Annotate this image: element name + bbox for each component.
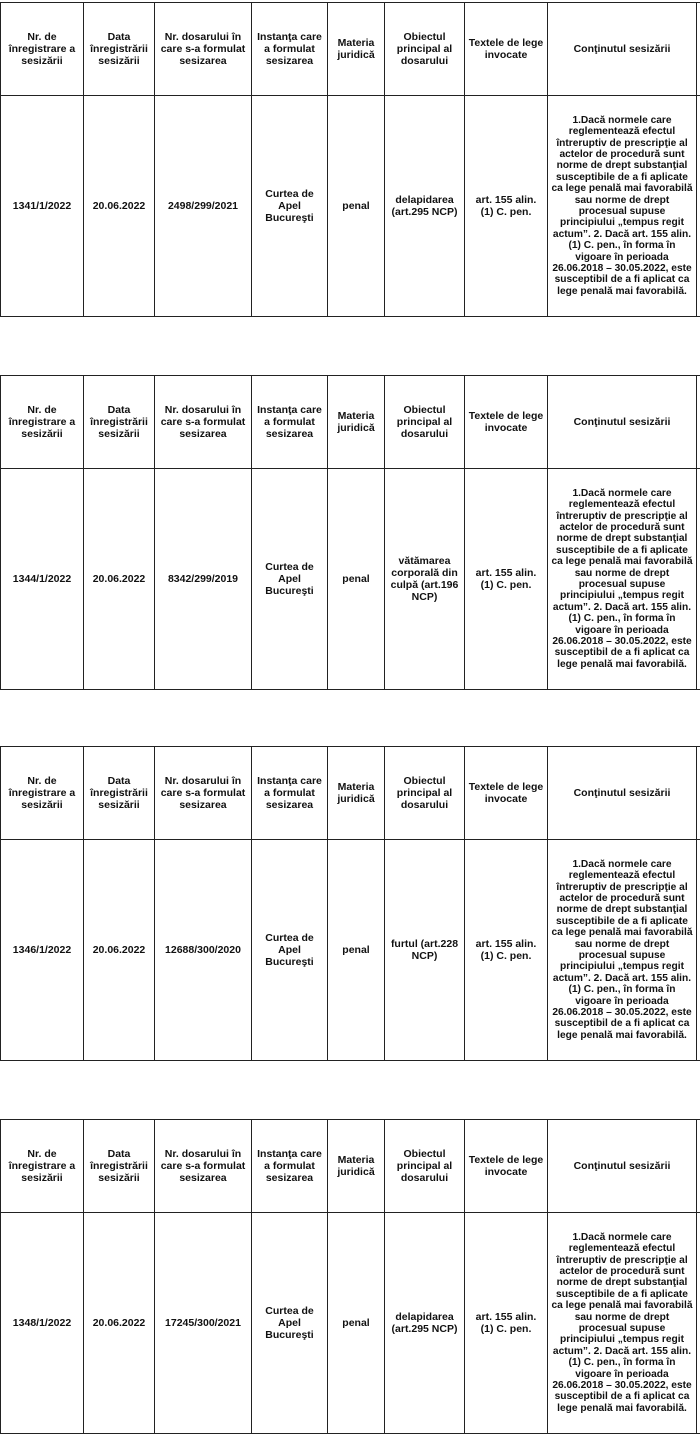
header-continut: Conţinutul sesizării bbox=[548, 3, 697, 96]
edge-cell bbox=[697, 3, 700, 96]
header-continut: Conţinutul sesizării bbox=[548, 747, 697, 840]
header-texte: Textele de lege invocate bbox=[465, 376, 548, 469]
cell-materia: penal bbox=[328, 96, 385, 317]
cell-texte: art. 155 alin. (1) C. pen. bbox=[465, 840, 548, 1061]
header-texte: Textele de lege invocate bbox=[465, 747, 548, 840]
referral-table-1 bbox=[0, 2, 700, 317]
header-obiect: Obiectul principal al dosarului bbox=[385, 747, 465, 840]
cell-dosar: 17245/300/2021 bbox=[155, 1213, 252, 1434]
edge-cell bbox=[697, 747, 700, 840]
header-obiect: Obiectul principal al dosarului bbox=[385, 1120, 465, 1213]
header-texte: Textele de lege invocate bbox=[465, 3, 548, 96]
cell-continut: 1.Dacă normele care reglementează efectul întreruptiv de prescripţie al actelor de procedură sunt norme de drept substanţial susceptibile de a fi aplicate ca lege penală mai favorabilă sau norme de drept procesual supuse principiului „tempus regit actum”. 2. Dacă art. 155 alin. (1) C. pen., în forma în vigoare în perioada 26.06.2018 – 30.05.2022, este susceptibil de a fi aplicat ca lege penală mai favorabilă. bbox=[548, 96, 697, 317]
cell-materia: penal bbox=[328, 469, 385, 690]
header-row bbox=[1, 747, 700, 840]
header-dosar: Nr. dosarului în care s-a formulat sesizarea bbox=[155, 376, 252, 469]
header-nr: Nr. de înregistrare a sesizării bbox=[1, 376, 84, 469]
header-data: Data înregistrării sesizării bbox=[84, 1120, 155, 1213]
cell-data: 20.06.2022 bbox=[84, 1213, 155, 1434]
referral-table-4 bbox=[0, 1119, 700, 1434]
header-data: Data înregistrării sesizării bbox=[84, 3, 155, 96]
edge-cell bbox=[697, 469, 700, 690]
cell-data: 20.06.2022 bbox=[84, 840, 155, 1061]
header-obiect: Obiectul principal al dosarului bbox=[385, 376, 465, 469]
header-materia: Materia juridică bbox=[328, 376, 385, 469]
cell-nr: 1344/1/2022 bbox=[1, 469, 84, 690]
cell-continut: 1.Dacă normele care reglementează efectul întreruptiv de prescripţie al actelor de procedură sunt norme de drept substanţial susceptibile de a fi aplicate ca lege penală mai favorabilă sau norme de drept procesual supuse principiului „tempus regit actum”. 2. Dacă art. 155 alin. (1) C. pen., în forma în vigoare în perioada 26.06.2018 – 30.05.2022, este susceptibil de a fi aplicat ca lege penală mai favorabilă. bbox=[548, 840, 697, 1061]
header-materia: Materia juridică bbox=[328, 1120, 385, 1213]
header-materia: Materia juridică bbox=[328, 3, 385, 96]
cell-nr: 1348/1/2022 bbox=[1, 1213, 84, 1434]
cell-obiect: delapidarea (art.295 NCP) bbox=[385, 96, 465, 317]
header-data: Data înregistrării sesizării bbox=[84, 747, 155, 840]
header-instanta: Instanţa care a formulat sesizarea bbox=[252, 3, 328, 96]
edge-cell bbox=[697, 376, 700, 469]
table-row bbox=[1, 96, 700, 317]
edge-cell bbox=[697, 96, 700, 317]
header-nr: Nr. de înregistrare a sesizării bbox=[1, 3, 84, 96]
header-materia: Materia juridică bbox=[328, 747, 385, 840]
referral-table-3 bbox=[0, 746, 700, 1061]
header-row bbox=[1, 1120, 700, 1213]
cell-instanta: Curtea de Apel Bucureşti bbox=[252, 840, 328, 1061]
cell-obiect: delapidarea (art.295 NCP) bbox=[385, 1213, 465, 1434]
cell-nr: 1341/1/2022 bbox=[1, 96, 84, 317]
cell-data: 20.06.2022 bbox=[84, 469, 155, 690]
cell-dosar: 2498/299/2021 bbox=[155, 96, 252, 317]
cell-data: 20.06.2022 bbox=[84, 96, 155, 317]
header-row bbox=[1, 376, 700, 469]
header-nr: Nr. de înregistrare a sesizării bbox=[1, 747, 84, 840]
cell-dosar: 8342/299/2019 bbox=[155, 469, 252, 690]
edge-cell bbox=[697, 1120, 700, 1213]
cell-instanta: Curtea de Apel Bucureşti bbox=[252, 1213, 328, 1434]
table-row bbox=[1, 840, 700, 1061]
header-dosar: Nr. dosarului în care s-a formulat sesizarea bbox=[155, 747, 252, 840]
header-obiect: Obiectul principal al dosarului bbox=[385, 3, 465, 96]
referral-table-2 bbox=[0, 375, 700, 690]
cell-instanta: Curtea de Apel Bucureşti bbox=[252, 469, 328, 690]
cell-materia: penal bbox=[328, 1213, 385, 1434]
cell-nr: 1346/1/2022 bbox=[1, 840, 84, 1061]
cell-materia: penal bbox=[328, 840, 385, 1061]
cell-instanta: Curtea de Apel Bucureşti bbox=[252, 96, 328, 317]
edge-cell bbox=[697, 1213, 700, 1434]
table-row bbox=[1, 469, 700, 690]
cell-obiect: vătămarea corporală din culpă (art.196 NCP) bbox=[385, 469, 465, 690]
cell-dosar: 12688/300/2020 bbox=[155, 840, 252, 1061]
header-texte: Textele de lege invocate bbox=[465, 1120, 548, 1213]
header-nr: Nr. de înregistrare a sesizării bbox=[1, 1120, 84, 1213]
header-continut: Conţinutul sesizării bbox=[548, 376, 697, 469]
header-instanta: Instanţa care a formulat sesizarea bbox=[252, 1120, 328, 1213]
cell-continut: 1.Dacă normele care reglementează efectul întreruptiv de prescripţie al actelor de procedură sunt norme de drept substanţial susceptibile de a fi aplicate ca lege penală mai favorabilă sau norme de drept procesual supuse principiului „tempus regit actum”. 2. Dacă art. 155 alin. (1) C. pen., în forma în vigoare în perioada 26.06.2018 – 30.05.2022, este susceptibil de a fi aplicat ca lege penală mai favorabilă. bbox=[548, 469, 697, 690]
header-instanta: Instanţa care a formulat sesizarea bbox=[252, 747, 328, 840]
header-dosar: Nr. dosarului în care s-a formulat sesizarea bbox=[155, 1120, 252, 1213]
header-data: Data înregistrării sesizării bbox=[84, 376, 155, 469]
cell-continut: 1.Dacă normele care reglementează efectul întreruptiv de prescripţie al actelor de procedură sunt norme de drept substanţial susceptibile de a fi aplicate ca lege penală mai favorabilă sau norme de drept procesual supuse principiului „tempus regit actum”. 2. Dacă art. 155 alin. (1) C. pen., în forma în vigoare în perioada 26.06.2018 – 30.05.2022, este susceptibil de a fi aplicat ca lege penală mai favorabilă. bbox=[548, 1213, 697, 1434]
header-dosar: Nr. dosarului în care s-a formulat sesizarea bbox=[155, 3, 252, 96]
cell-texte: art. 155 alin. (1) C. pen. bbox=[465, 469, 548, 690]
edge-cell bbox=[697, 840, 700, 1061]
header-row bbox=[1, 3, 700, 96]
cell-texte: art. 155 alin. (1) C. pen. bbox=[465, 96, 548, 317]
table-row bbox=[1, 1213, 700, 1434]
cell-texte: art. 155 alin. (1) C. pen. bbox=[465, 1213, 548, 1434]
header-instanta: Instanţa care a formulat sesizarea bbox=[252, 376, 328, 469]
cell-obiect: furtul (art.228 NCP) bbox=[385, 840, 465, 1061]
header-continut: Conţinutul sesizării bbox=[548, 1120, 697, 1213]
